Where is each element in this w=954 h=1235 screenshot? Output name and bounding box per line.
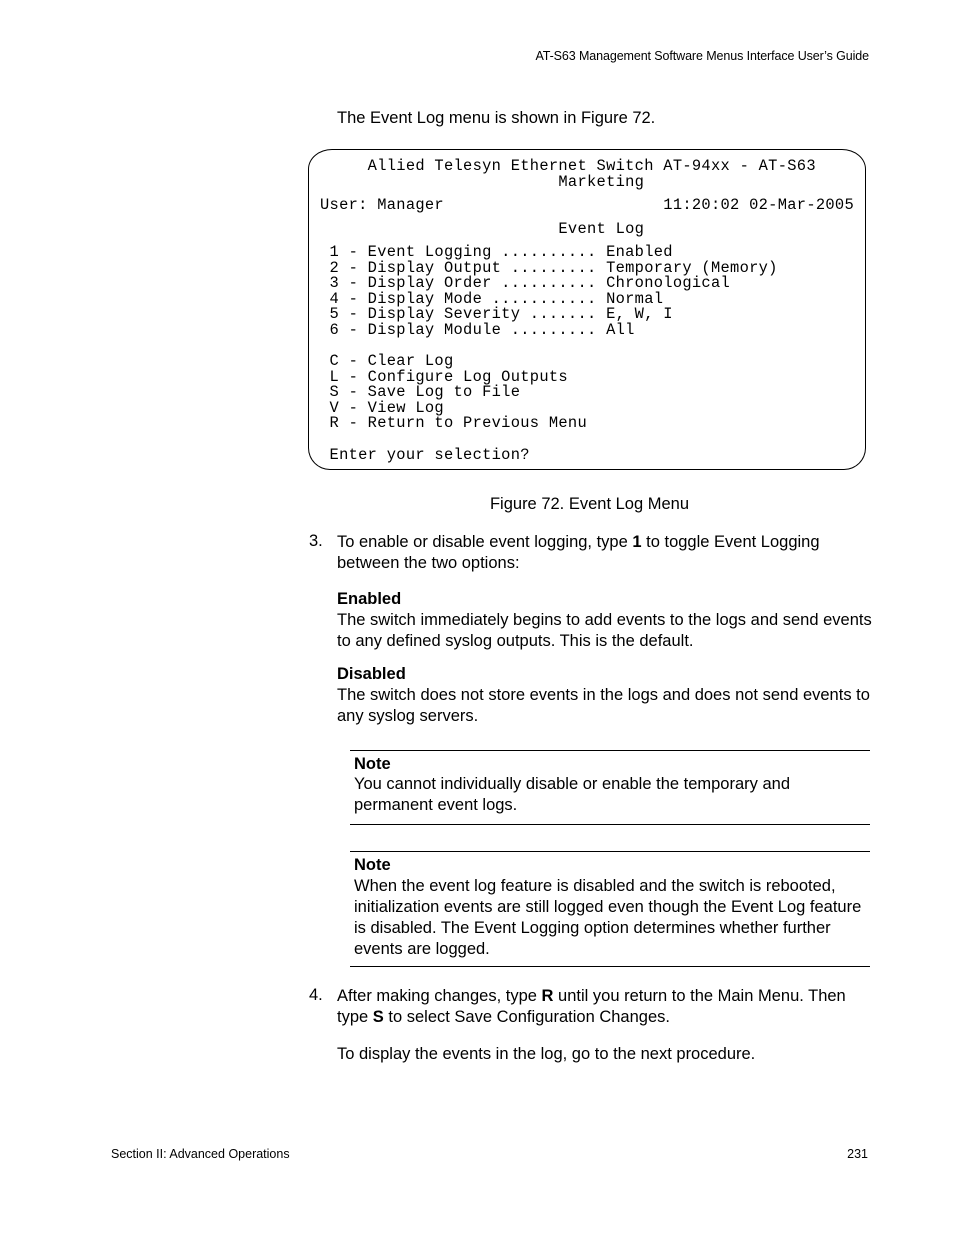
intro-text: The Event Log menu is shown in Figure 72.: [337, 109, 656, 127]
step-text-part: to select Save Configuration Changes.: [383, 1008, 670, 1026]
step-number: 3.: [309, 532, 323, 550]
terminal-line: 5 - Display Severity ....... E, W, I: [320, 305, 673, 323]
note-bottom-rule: [350, 824, 870, 825]
note-text: You cannot individually disable or enable the temporary and permanent event logs.: [354, 775, 791, 814]
note-top-rule: [350, 750, 870, 751]
terminal-line: R - Return to Previous Menu: [320, 414, 588, 432]
key-label: S: [372, 1008, 384, 1026]
step-4-text: [337, 986, 877, 1028]
terminal-line: Enter your selection?: [320, 446, 530, 464]
terminal-line: Allied Telesyn Ethernet Switch AT-94xx - AT-S63: [320, 157, 816, 175]
step-text-part: to toggle Event Logging between the two options:: [337, 533, 820, 572]
step-number: 4.: [309, 986, 323, 1004]
note-text: When the event log feature is disabled and the switch is rebooted, initialization events are still logged even though the Event Log feature is disabled. The Event Logging option determines whether further events are logged.: [354, 877, 862, 958]
figure-caption: Figure 72. Event Log Menu: [489, 495, 690, 513]
terminal-line: 1 - Event Logging .......... Enabled: [320, 243, 673, 261]
terminal-screen-figure: [308, 149, 866, 470]
closing-text: To display the events in the log, go to the next procedure.: [337, 1045, 756, 1063]
terminal-line: Event Log: [320, 220, 645, 238]
step-text-part: To enable or disable event logging, type: [337, 533, 633, 551]
note-top-rule: [350, 851, 870, 852]
page-number: 231: [847, 1147, 868, 1161]
terminal-line: 2 - Display Output ......... Temporary (Memory): [320, 259, 778, 277]
option-title-enabled: Enabled: [337, 590, 402, 608]
footer-section-title: Section II: Advanced Operations: [111, 1147, 290, 1161]
terminal-line: User: Manager 11:20:02 02-Mar-2005: [320, 196, 855, 214]
terminal-line: C - Clear Log: [320, 352, 454, 370]
option-description-enabled: The switch immediately begins to add events to the logs and send events to any defined syslog outputs. This is the default.: [337, 611, 872, 650]
step-text-part: until you return to the Main Menu. Then type: [337, 987, 846, 1026]
terminal-line: Marketing: [320, 173, 645, 191]
terminal-line: L - Configure Log Outputs: [320, 368, 568, 386]
note-bottom-rule: [350, 966, 870, 967]
option-description-disabled: The switch does not store events in the logs and does not send events to any syslog servers.: [337, 686, 870, 725]
terminal-line: 4 - Display Mode ........... Normal: [320, 290, 664, 308]
terminal-line: V - View Log: [320, 399, 444, 417]
key-label: 1: [632, 533, 642, 551]
key-label: R: [541, 987, 554, 1005]
terminal-line: 3 - Display Order .......... Chronological: [320, 274, 731, 292]
note-title: Note: [354, 755, 391, 773]
step-3-text: [337, 532, 877, 574]
running-header: AT-S63 Management Software Menus Interface User’s Guide: [535, 49, 869, 63]
note-title: Note: [354, 856, 391, 874]
terminal-line: 6 - Display Module ......... All: [320, 321, 635, 339]
step-text-part: After making changes, type: [337, 987, 542, 1005]
option-title-disabled: Disabled: [337, 665, 406, 683]
terminal-line: S - Save Log to File: [320, 383, 521, 401]
